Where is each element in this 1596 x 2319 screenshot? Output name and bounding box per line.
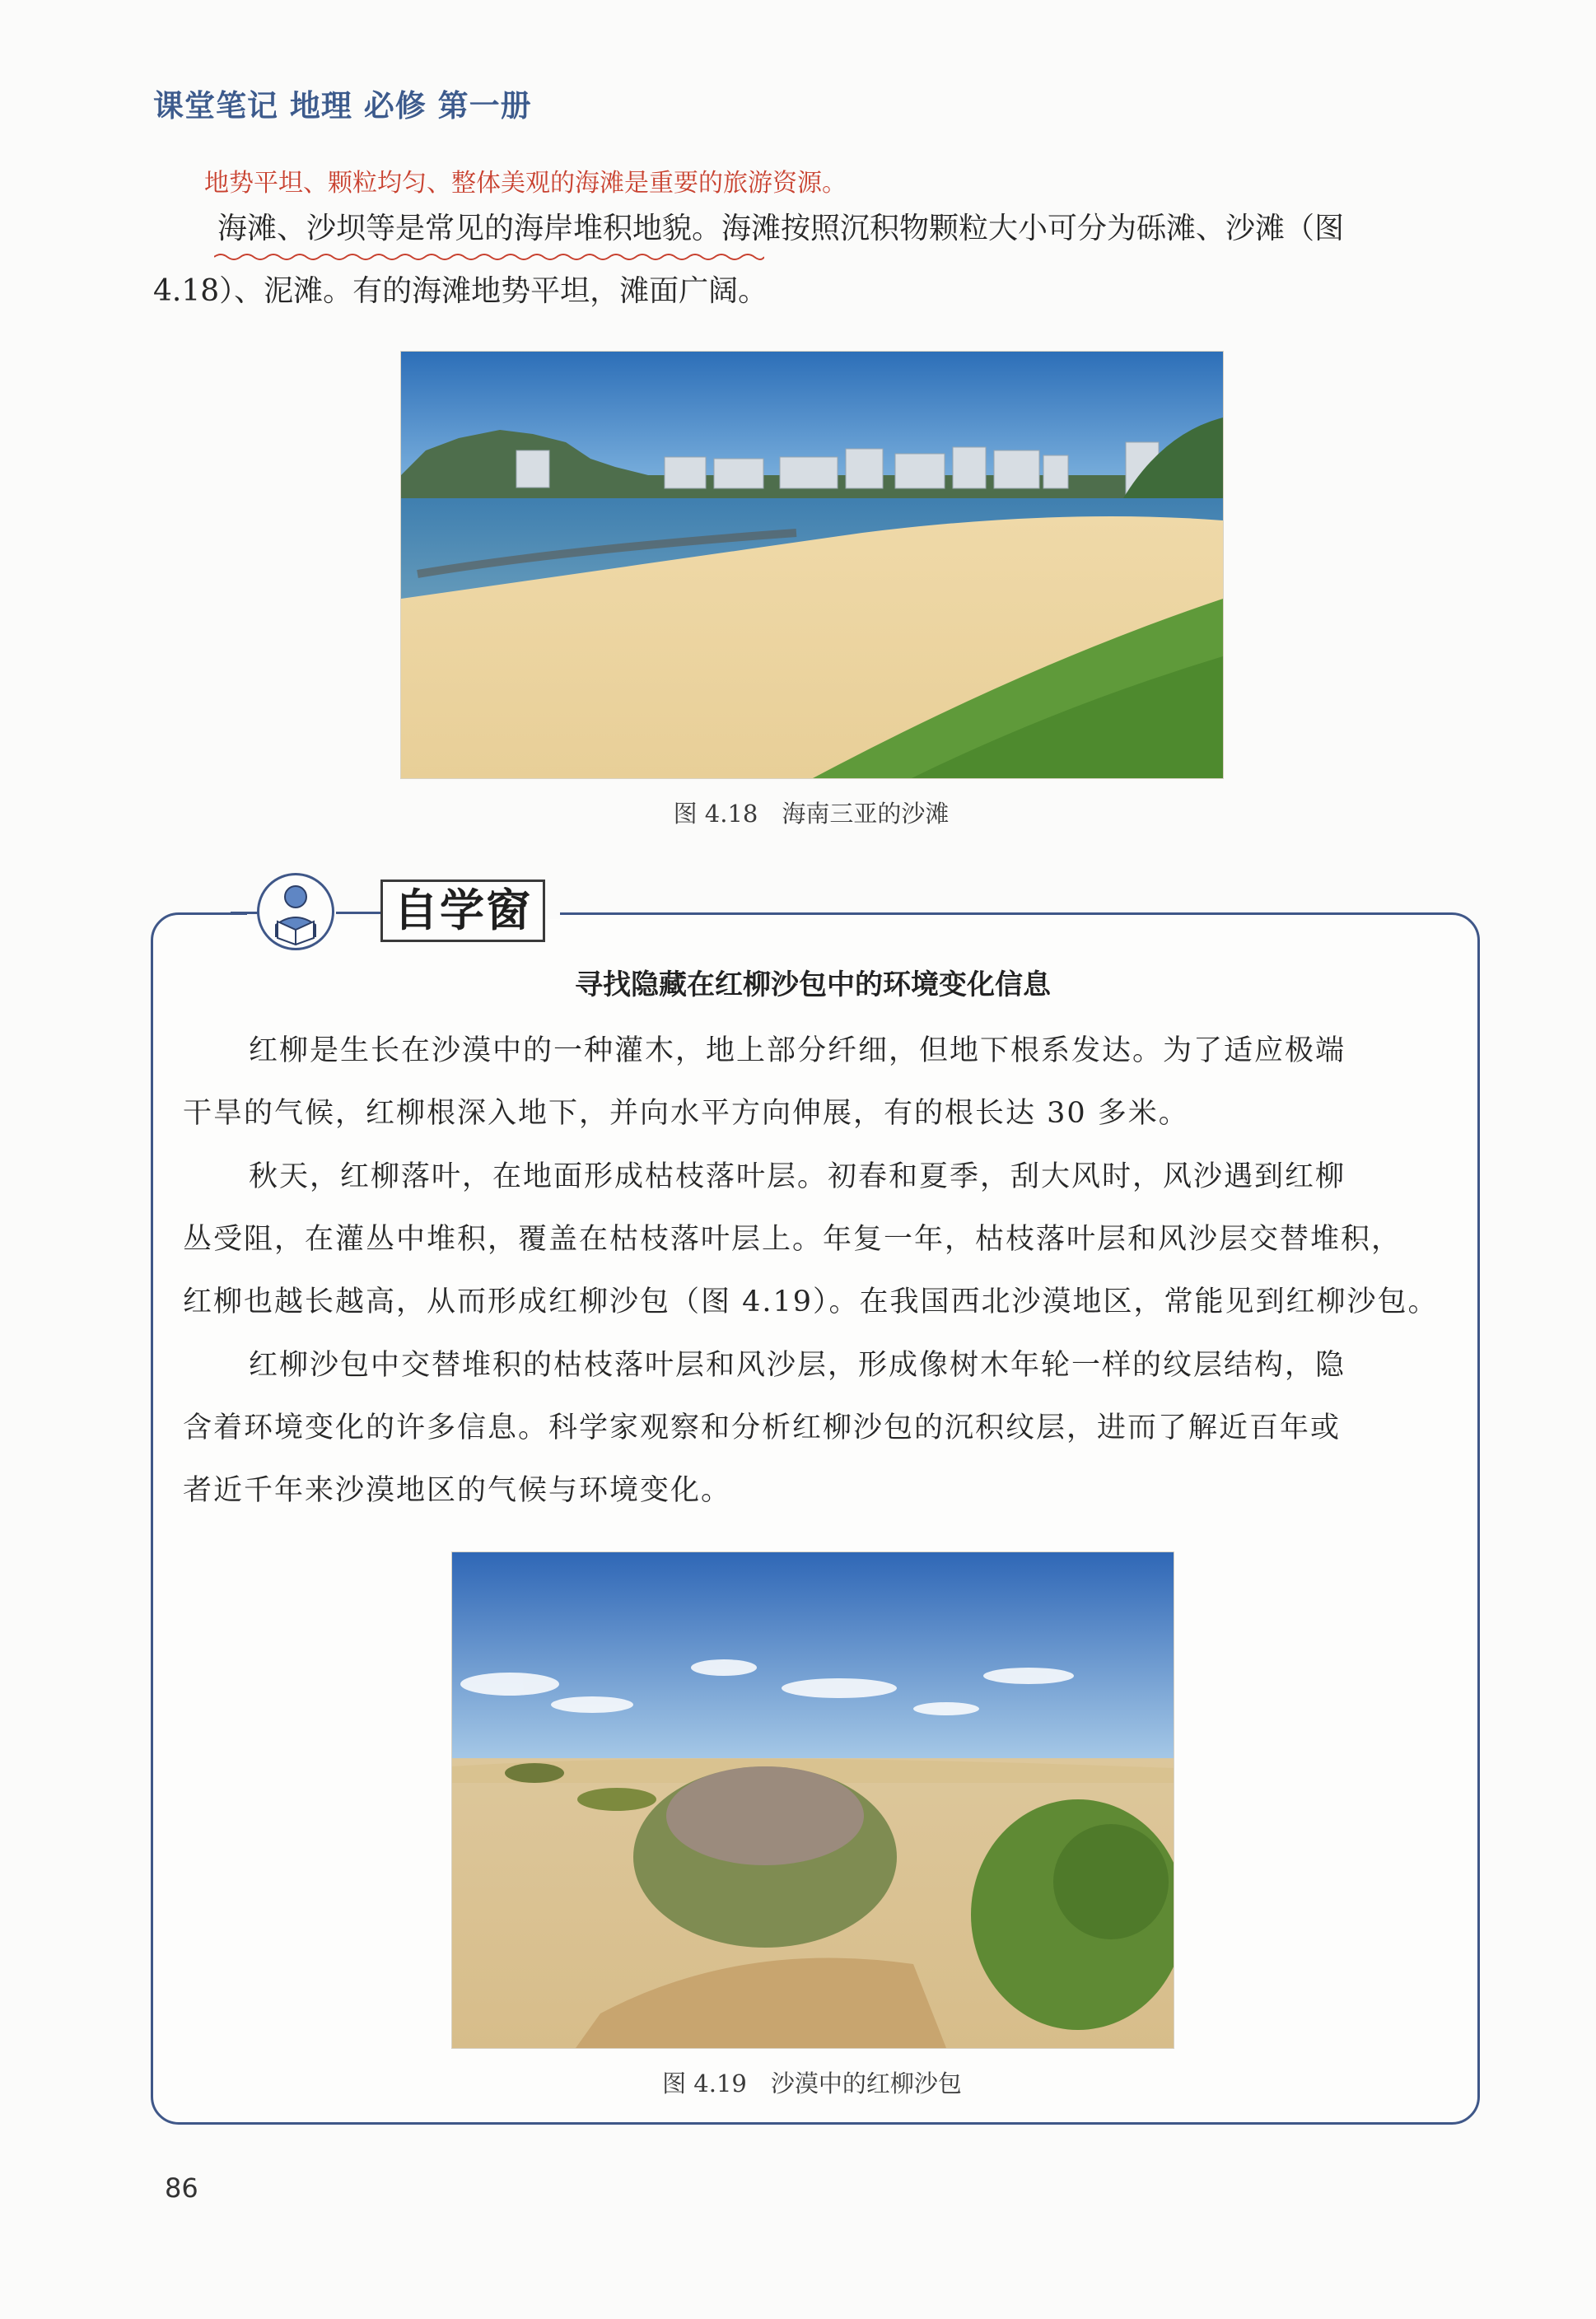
figure-4-18-caption: 图 4.18 海南三亚的沙滩 [673,800,950,828]
paragraph-line: 红柳是生长在沙漠中的一种灌木，地上部分纤细，但地下根系发达。为了适应极端 [249,1034,1346,1067]
intro-line-1: 海滩、沙坝等是常见的海岸堆积地貌。海滩按照沉积物颗粒大小可分为砾滩、沙滩（图 [217,212,1345,245]
paragraph-line: 红柳沙包中交替堆积的枯枝落叶层和风沙层，形成像树木年轮一样的纹层结构，隐 [249,1349,1346,1382]
paragraph-line: 红柳也越长越高，从而形成红柳沙包（图 4.19）。在我国西北沙漠地区，常能见到红柳沙包。 [183,1285,1439,1318]
desert-tamarisk-photo [451,1551,1174,2049]
self-study-title: 寻找隐藏在红柳沙包中的环境变化信息 [575,968,1051,1001]
self-study-badge: 自学窗 [380,880,545,942]
margin-note: 地势平坦、颗粒均匀、整体美观的海滩是重要的旅游资源。 [204,169,847,198]
beach-photo [400,351,1224,779]
reader-icon [257,873,334,950]
paragraph-line: 者近千年来沙漠地区的气候与环境变化。 [183,1474,732,1507]
self-study-paragraph-2 [183,1146,1443,1333]
paragraph-line: 秋天，红柳落叶，在地面形成枯枝落叶层。初春和夏季，刮大风时，风沙遇到红柳 [249,1160,1346,1193]
page-number: 86 [165,2172,198,2204]
self-study-paragraph-1 [183,1020,1443,1145]
paragraph-line: 干旱的气候，红柳根深入地下，并向水平方向伸展，有的根长达 30 多米。 [183,1097,1189,1130]
intro-line-2: 4.18）、泥滩。有的海滩地势平坦，滩面广阔。 [153,274,768,308]
figure-4-19-caption: 图 4.19 沙漠中的红柳沙包 [662,2069,962,2097]
page-header-title: 课堂笔记 地理 必修 第一册 [153,88,532,124]
paragraph-line: 丛受阻，在灌丛中堆积，覆盖在枯枝落叶层上。年复一年，枯枝落叶层和风沙层交替堆积， [183,1223,1402,1256]
box-tab-line [336,912,382,914]
self-study-paragraph-3 [183,1334,1443,1522]
underline-squiggle [214,252,764,262]
paragraph-line: 含着环境变化的许多信息。科学家观察和分析红柳沙包的沉积纹层，进而了解近百年或 [183,1411,1342,1444]
